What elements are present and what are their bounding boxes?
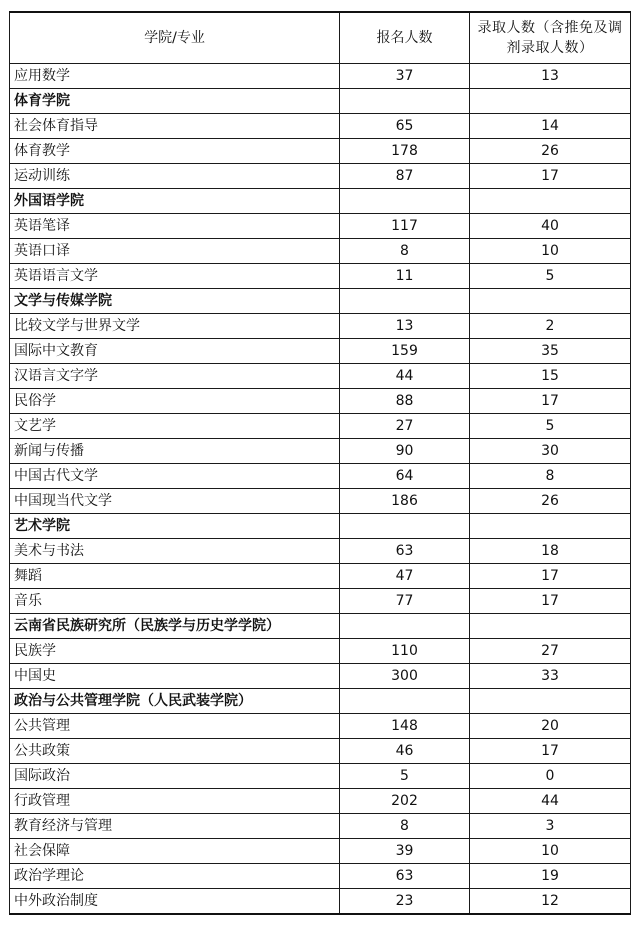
admitted-cell: 14 — [470, 114, 631, 139]
admitted-cell: 3 — [470, 814, 631, 839]
college-row — [10, 289, 631, 314]
admitted-cell: 10 — [470, 239, 631, 264]
table-row — [10, 364, 631, 389]
applicants-cell — [340, 89, 470, 114]
major-name: 行政管理 — [10, 789, 340, 814]
table-row — [10, 389, 631, 414]
applicants-cell: 44 — [340, 364, 470, 389]
major-name: 音乐 — [10, 589, 340, 614]
admitted-cell — [470, 689, 631, 714]
admitted-cell: 20 — [470, 714, 631, 739]
major-name: 社会体育指导 — [10, 114, 340, 139]
applicants-cell: 64 — [340, 464, 470, 489]
admitted-cell: 8 — [470, 464, 631, 489]
table-row — [10, 464, 631, 489]
table-header-row — [10, 12, 631, 64]
applicants-cell: 5 — [340, 764, 470, 789]
table-row — [10, 839, 631, 864]
applicants-cell — [340, 614, 470, 639]
applicants-cell: 47 — [340, 564, 470, 589]
applicants-cell: 90 — [340, 439, 470, 464]
applicants-cell: 202 — [340, 789, 470, 814]
applicants-cell: 186 — [340, 489, 470, 514]
table-row — [10, 789, 631, 814]
applicants-cell: 87 — [340, 164, 470, 189]
applicants-cell: 65 — [340, 114, 470, 139]
major-name: 比较文学与世界文学 — [10, 314, 340, 339]
college-name: 外国语学院 — [10, 189, 340, 214]
college-name: 文学与传媒学院 — [10, 289, 340, 314]
major-name: 国际中文教育 — [10, 339, 340, 364]
applicants-cell: 88 — [340, 389, 470, 414]
college-name: 政治与公共管理学院（人民武装学院） — [10, 689, 340, 714]
major-name: 新闻与传播 — [10, 439, 340, 464]
major-name: 教育经济与管理 — [10, 814, 340, 839]
table-row — [10, 664, 631, 689]
table-row — [10, 339, 631, 364]
major-name: 应用数学 — [10, 64, 340, 89]
admitted-cell — [470, 514, 631, 539]
admitted-cell: 15 — [470, 364, 631, 389]
admitted-cell: 5 — [470, 264, 631, 289]
admitted-cell: 17 — [470, 564, 631, 589]
applicants-cell: 110 — [340, 639, 470, 664]
major-name: 英语口译 — [10, 239, 340, 264]
header-college-major: 学院/专业 — [10, 12, 340, 64]
major-name: 中国现当代文学 — [10, 489, 340, 514]
admitted-cell: 17 — [470, 589, 631, 614]
admitted-cell: 17 — [470, 739, 631, 764]
table-row — [10, 539, 631, 564]
major-name: 舞蹈 — [10, 564, 340, 589]
table-row — [10, 114, 631, 139]
table-row — [10, 764, 631, 789]
table-row — [10, 489, 631, 514]
college-row — [10, 614, 631, 639]
admitted-cell: 30 — [470, 439, 631, 464]
applicants-cell — [340, 514, 470, 539]
admitted-cell: 5 — [470, 414, 631, 439]
applicants-cell — [340, 689, 470, 714]
college-row — [10, 189, 631, 214]
table-row — [10, 739, 631, 764]
major-name: 中外政治制度 — [10, 889, 340, 915]
applicants-cell: 8 — [340, 239, 470, 264]
admitted-cell: 27 — [470, 639, 631, 664]
admitted-cell — [470, 89, 631, 114]
major-name: 政治学理论 — [10, 864, 340, 889]
applicants-cell: 11 — [340, 264, 470, 289]
applicants-cell: 300 — [340, 664, 470, 689]
table-row — [10, 264, 631, 289]
admitted-cell: 44 — [470, 789, 631, 814]
table-row — [10, 639, 631, 664]
admissions-table-container — [9, 11, 630, 915]
major-name: 民俗学 — [10, 389, 340, 414]
applicants-cell: 27 — [340, 414, 470, 439]
admitted-cell — [470, 189, 631, 214]
table-row — [10, 239, 631, 264]
table-row — [10, 414, 631, 439]
college-row — [10, 514, 631, 539]
applicants-cell: 148 — [340, 714, 470, 739]
table-row — [10, 814, 631, 839]
admitted-cell: 0 — [470, 764, 631, 789]
header-admitted: 录取人数（含推免及调剂录取人数） — [470, 12, 631, 64]
admitted-cell: 35 — [470, 339, 631, 364]
admitted-cell: 19 — [470, 864, 631, 889]
college-row — [10, 89, 631, 114]
major-name: 公共管理 — [10, 714, 340, 739]
applicants-cell: 77 — [340, 589, 470, 614]
table-row — [10, 64, 631, 89]
college-name: 云南省民族研究所（民族学与历史学学院） — [10, 614, 340, 639]
admitted-cell: 12 — [470, 889, 631, 915]
admitted-cell: 17 — [470, 164, 631, 189]
table-row — [10, 139, 631, 164]
major-name: 公共政策 — [10, 739, 340, 764]
admitted-cell: 10 — [470, 839, 631, 864]
major-name: 英语笔译 — [10, 214, 340, 239]
admitted-cell: 17 — [470, 389, 631, 414]
admitted-cell — [470, 614, 631, 639]
applicants-cell — [340, 289, 470, 314]
college-name: 体育学院 — [10, 89, 340, 114]
admitted-cell: 26 — [470, 489, 631, 514]
major-name: 中国史 — [10, 664, 340, 689]
college-row — [10, 689, 631, 714]
major-name: 美术与书法 — [10, 539, 340, 564]
admitted-cell: 33 — [470, 664, 631, 689]
applicants-cell: 13 — [340, 314, 470, 339]
major-name: 文艺学 — [10, 414, 340, 439]
admitted-cell — [470, 289, 631, 314]
header-applicants: 报名人数 — [340, 12, 470, 64]
major-name: 汉语言文字学 — [10, 364, 340, 389]
admitted-cell: 26 — [470, 139, 631, 164]
table-row — [10, 589, 631, 614]
major-name: 英语语言文学 — [10, 264, 340, 289]
major-name: 体育教学 — [10, 139, 340, 164]
major-name: 民族学 — [10, 639, 340, 664]
table-row — [10, 439, 631, 464]
table-row — [10, 314, 631, 339]
table-row — [10, 714, 631, 739]
applicants-cell — [340, 189, 470, 214]
admitted-cell: 18 — [470, 539, 631, 564]
admissions-table — [9, 11, 631, 915]
table-row — [10, 864, 631, 889]
table-row — [10, 564, 631, 589]
applicants-cell: 8 — [340, 814, 470, 839]
table-row — [10, 164, 631, 189]
admitted-cell: 2 — [470, 314, 631, 339]
major-name: 社会保障 — [10, 839, 340, 864]
major-name: 运动训练 — [10, 164, 340, 189]
applicants-cell: 117 — [340, 214, 470, 239]
applicants-cell: 178 — [340, 139, 470, 164]
applicants-cell: 63 — [340, 539, 470, 564]
admitted-cell: 13 — [470, 64, 631, 89]
table-row — [10, 889, 631, 915]
applicants-cell: 159 — [340, 339, 470, 364]
admitted-cell: 40 — [470, 214, 631, 239]
major-name: 中国古代文学 — [10, 464, 340, 489]
major-name: 国际政治 — [10, 764, 340, 789]
college-name: 艺术学院 — [10, 514, 340, 539]
applicants-cell: 37 — [340, 64, 470, 89]
applicants-cell: 63 — [340, 864, 470, 889]
applicants-cell: 23 — [340, 889, 470, 915]
applicants-cell: 46 — [340, 739, 470, 764]
table-body — [10, 64, 631, 915]
table-row — [10, 214, 631, 239]
applicants-cell: 39 — [340, 839, 470, 864]
